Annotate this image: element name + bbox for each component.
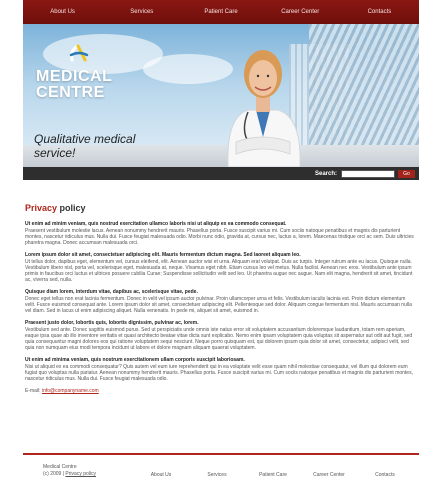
hero-tagline — [34, 132, 135, 160]
paragraph-body: Praesent vestibulum molestie lacus. Aenean nonummy hendrerit mauris. Phasellus porta. Fusce suscipit varius mi. Cum sociis natoque penatibus et magnis dis parturient montes, nascetur ridiculus mus. Nulla dui. Fusce feugiat malesuada odio. Morbi nunc odio, gravida at, cursus nec, luctus a, lorem. Maecenas tristique orci ac sem. Duis ultricies pharetra magna. Donec accumsan malesuada orci. — [25, 228, 414, 246]
email-label: E-mail: — [25, 388, 42, 394]
nav-patient-care[interactable]: Patient Care — [204, 9, 238, 15]
content-paragraph — [25, 357, 417, 382]
paragraph-lead: Ut enim ad minim veniam, quis nostrud exercitation ullamco laboris nisi ut aliquip ex ea commodo consequat. — [25, 221, 287, 227]
nav-services[interactable]: Services — [130, 9, 154, 15]
privacy-policy-link[interactable]: Privacy policy — [65, 471, 96, 477]
title-rest: policy — [57, 203, 86, 213]
footer-copyright — [43, 464, 96, 478]
nav-about-us[interactable]: About Us — [50, 9, 75, 15]
tagline-line-2: service! — [34, 146, 76, 160]
brand-line-2: CENTRE — [36, 84, 105, 101]
footer-company-name: Medical Centre — [43, 464, 77, 470]
paragraph-lead: Quisque diam lorem, interdum vitae, dapibus ac, scelerisque vitae, pede. — [25, 289, 198, 295]
email-line — [25, 388, 417, 394]
search-label: Search: — [314, 170, 337, 177]
paragraph-lead: Ut enim ad minima veniam, quis nostrum exercitationem ullam corporis suscipit laboriosam. — [25, 357, 245, 363]
footer-nav-patient-care[interactable]: Patient Care — [259, 472, 287, 478]
content-paragraph — [25, 320, 417, 351]
search-bar — [23, 167, 419, 180]
content-paragraph — [25, 289, 417, 314]
content-paragraph — [25, 221, 417, 246]
title-accent: Privacy — [25, 203, 58, 213]
brand-line-1: MEDICAL — [36, 68, 113, 85]
footer-nav-services[interactable]: Services — [207, 472, 227, 478]
paragraph-lead: Praesent justo dolor, lobortis quis, lobortis dignissim, pulvinar ac, lorem. — [25, 320, 199, 326]
footer-nav-about-us[interactable]: About Us — [150, 472, 172, 478]
email-link[interactable]: info@companyname.com — [41, 388, 99, 394]
paragraph-body: Donec eget tellus non erat lacinia fermentum. Donec in velit vel ipsum auctor pulvinar. Proin ullamcorper urna et felis. Vestibulum iaculis lacinia est. Proin dictum elementum velit. Fusce euismod consequat ante. Lorem ipsum dolor sit amet, consectetuer adipiscing elit. Pellentesque sed dolor. Aliquam congue fermentum nisl. Mauris accumsan nulla vel diam. Sed in lacus ut enim adipiscing aliquet. Nulla venenatis. In pede mi, aliquet sit amet, euismod in. — [25, 296, 412, 314]
paragraph-body: Nisi ut aliquid ex ea commodi consequatur? Quis autem vel eum iure reprehenderit qui in ea voluptate velit esse quam nihil molestiae consequatur, vel illum qui dolorem eum fugiat quo voluptas nulla pariatur. Aenean nonummy hendrerit mauris. Phasellus porta. Fusce suscipit varius mi. Cum sociis natoque penatibus et magnis dis parturient montes, nascetur ridiculus mus. Nulla dui. Fusce feugiat malesuada odio. — [25, 364, 413, 382]
nav-career-center[interactable]: Career Center — [281, 9, 320, 15]
content-paragraph — [25, 252, 417, 283]
page-title — [25, 203, 417, 213]
paragraph-body: Vestibulum sed ante. Donec sagittis euismod purus. Sed ut perspiciatis unde omnis iste natus error sit voluptatem accusantium doloremque laudantium, totam rem aperiam, eaque ipsa quae ab illo inventore veritatis et quasi architecto beatae vitae dicta sunt explicabo. Nemo enim ipsam voluptatem quia voluptas sit aspernatur aut odit aut fugit, sed quia consequuntur magni dolores eos qui ratione voluptatem sequi nesciunt. Neque porro quisquam est, qui dolorem ipsum quia dolor sit amet, consectetur, adipisci velit, sed quia non numquam eius modi tempora incidunt ut labore et dolore magnam aliquam quaerat voluptatem. — [25, 327, 413, 351]
footer-copyright-line — [43, 471, 96, 478]
paragraph-body: Ut tellus dolor, dapibus eget, elementum vel, cursus eleifend, elit. Aenean auctor wisi et urna. Aliquam erat volutpat. Duis ac turpis. Integer rutrum ante eu lacus. Quisque nulla. Vestibulum libero nisl, porta vel, scelerisque eget, malesuada at, neque. Vivamus eget nibh. Etiam cursus leo vel metus. Nulla facilisi. Aenean nec eros. Vestibulum ante ipsum primis in faucibus orci luctus et ultrices posuere cubilia Curae; Suspendisse sollicitudin velit sed leo. Ut pharetra augue nec augue. Nam elit magna, hendrerit sit amet, tincidunt ac, viverra sed, nulla. — [25, 259, 413, 283]
medical-logo-icon — [68, 40, 90, 64]
paragraph-lead: Lorem ipsum dolor sit amet, consectetuer adipiscing elit. Mauris fermentum dictum magna. Sed laoreet aliquam leo. — [25, 252, 301, 258]
search-go-button[interactable]: Go — [398, 170, 415, 178]
nav-contacts[interactable]: Contacts — [367, 9, 392, 15]
site-footer — [23, 453, 419, 489]
footer-nav-career-center[interactable]: Career Center — [313, 472, 345, 478]
main-content — [23, 180, 419, 453]
brand-name — [36, 69, 112, 101]
tagline-line-1: Qualitative medical — [34, 132, 136, 146]
doctor-photo — [218, 32, 308, 167]
footer-nav-contacts[interactable]: Contacts — [375, 472, 395, 478]
hero-banner — [23, 24, 419, 167]
copyright-year: (c) 2009 | — [43, 471, 66, 477]
top-navigation — [23, 0, 419, 24]
search-input[interactable] — [341, 170, 395, 178]
footer-navigation — [133, 472, 413, 478]
